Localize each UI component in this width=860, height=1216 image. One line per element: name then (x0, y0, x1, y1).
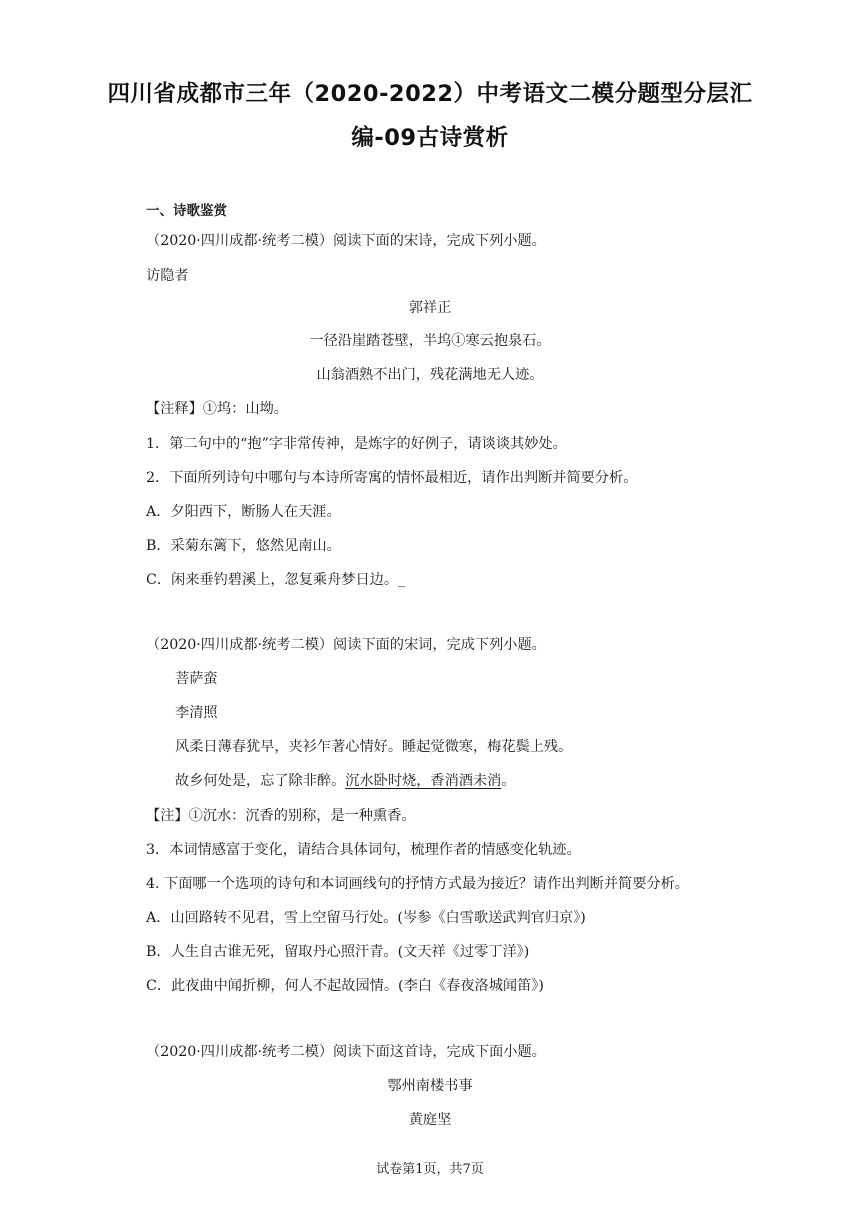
question-3: 3．本词情感富于变化，请结合具体词句，梳理作者的情感变化轨迹。 (146, 842, 581, 858)
document-title-line2: 编-09古诗赏析 (351, 125, 509, 151)
poem-line: 山翁酒熟不出门，残花满地无人迹。 (316, 367, 544, 383)
ci-line (175, 771, 516, 791)
question-1: 1．第二句中的“抱”字非常传神，是炼字的好例子，请谈谈其妙处。 (146, 436, 567, 452)
poem-title: 访隐者 (146, 268, 189, 284)
page-footer: 试卷第1页，共7页 (376, 1162, 484, 1177)
option-b: B．人生自古谁无死，留取丹心照汗青。(文天祥《过零丁洋》) (146, 944, 530, 960)
option-c: C．此夜曲中闻折柳，何人不起故园情。(李白《春夜洛城闻笛》) (146, 978, 544, 994)
document-title-line1: 四川省成都市三年（2020-2022）中考语文二模分题型分层汇 (107, 81, 753, 107)
annotation-note: 【注】①沉水：沉香的别称，是一种熏香。 (146, 808, 416, 824)
option-b: B．采菊东篱下，悠然见南山。 (146, 538, 341, 554)
ci-line-plain: 故乡何处是，忘了除非醉。 (175, 773, 346, 789)
option-c: C．闲来垂钓碧溪上，忽复乘舟梦日边。_ (146, 572, 406, 588)
question-source: （2020·四川成都·统考二模）阅读下面的宋诗，完成下列小题。 (146, 233, 546, 249)
underlined-verse: 沉水卧时烧，香消酒未消 (345, 773, 502, 789)
poem-author: 黄庭坚 (408, 1112, 452, 1128)
ci-line-end: 。 (501, 773, 516, 789)
poem-author: 郭祥正 (408, 300, 452, 316)
question-2: 2．下面所列诗句中哪句与本诗所寄寓的情怀最相近，请作出判断并简要分析。 (146, 470, 638, 486)
option-a: A．夕阳西下，断肠人在天涯。 (146, 504, 341, 520)
section-heading: 一、诗歌鉴赏 (146, 203, 227, 219)
question-source: （2020·四川成都·统考二模）阅读下面这首诗，完成下面小题。 (146, 1044, 546, 1060)
ci-line: 风柔日薄春犹早，夹衫乍著心情好。睡起觉微寒，梅花鬓上残。 (175, 739, 573, 755)
option-a: A．山回路转不见君，雪上空留马行处。(岑参《白雪歌送武判官归京》) (146, 910, 586, 926)
poem-line: 一径沿崖踏苍壁，半坞①寒云抱泉石。 (309, 333, 551, 349)
poem-title: 鄂州南楼书事 (387, 1078, 473, 1094)
question-4: 4. 下面哪一个选项的诗句和本词画线句的抒情方式最为接近？请作出判断并简要分析。 (146, 876, 689, 892)
ci-title: 菩萨蛮 (175, 671, 218, 687)
question-source: （2020·四川成都·统考二模）阅读下面的宋词，完成下列小题。 (146, 637, 546, 653)
annotation-note: 【注释】①坞：山坳。 (146, 401, 288, 417)
ci-author: 李清照 (175, 705, 218, 721)
